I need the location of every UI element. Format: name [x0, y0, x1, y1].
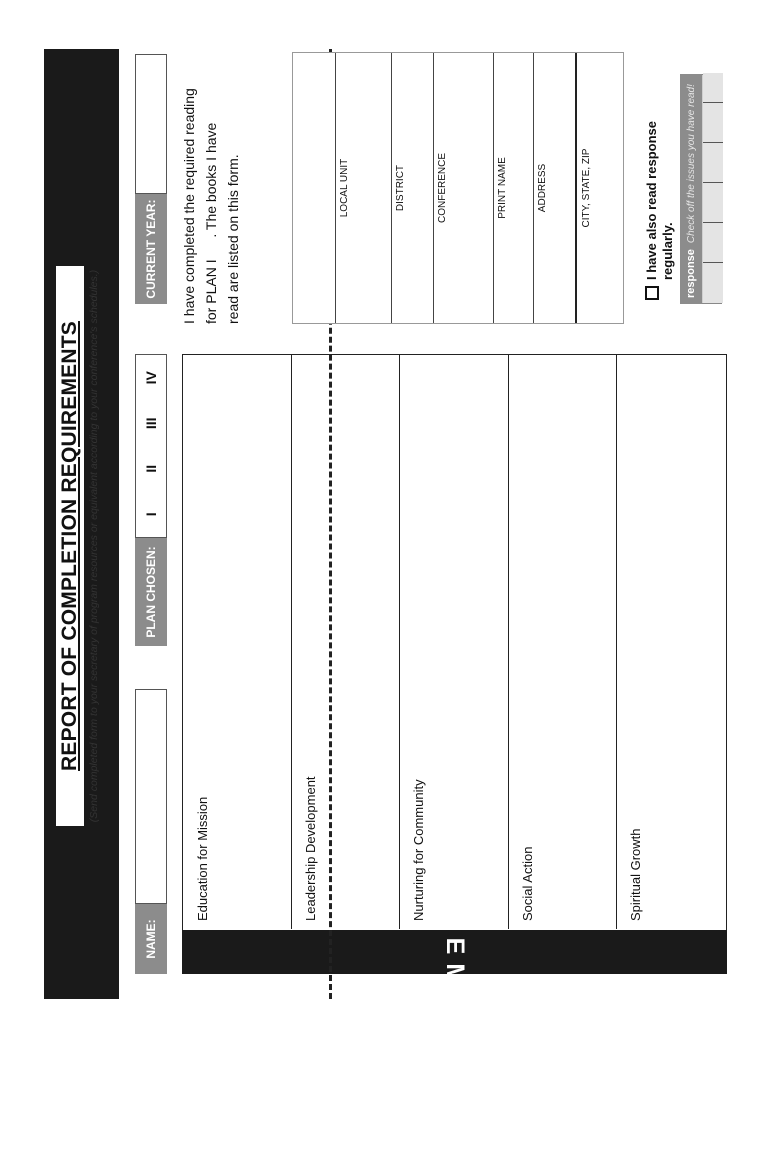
address-label: ADDRESS	[537, 163, 548, 213]
emphasis-row[interactable]	[616, 355, 726, 929]
plan-option-2[interactable]: II	[143, 464, 159, 473]
issue-cell[interactable]	[703, 102, 723, 143]
emphasis-row[interactable]	[291, 355, 400, 929]
issue-cell[interactable]	[703, 263, 723, 303]
name-label: NAME:	[135, 904, 167, 974]
conference-line[interactable]	[433, 53, 434, 323]
statement-plan-text: for PLAN I	[203, 259, 219, 324]
response-hint: Check off the issues you have read!	[685, 84, 697, 244]
issue-cell[interactable]	[703, 182, 723, 223]
completion-statement	[178, 52, 244, 324]
district-label: DISTRICT	[395, 164, 406, 212]
city-state-zip-label: CITY, STATE, ZIP	[581, 148, 592, 228]
city-state-zip-line[interactable]	[575, 53, 577, 323]
also-read-suffix: regularly.	[660, 222, 675, 280]
plan-chosen-label: PLAN CHOSEN:	[135, 538, 167, 646]
local-unit-line[interactable]	[335, 53, 336, 323]
mission-emphases-title: MISSION EMPHASES	[441, 753, 469, 1150]
signature-box	[292, 52, 624, 324]
response-checkbox[interactable]	[645, 286, 659, 300]
current-year-label: CURRENT YEAR:	[135, 194, 167, 304]
emphasis-label: Leadership Development	[303, 776, 318, 921]
form-title: REPORT OF COMPLETION REQUIREMENTS	[56, 266, 84, 826]
issue-cell[interactable]	[703, 73, 723, 103]
address-line[interactable]	[533, 53, 534, 323]
plan-options	[135, 354, 167, 538]
issue-cell[interactable]	[703, 142, 723, 183]
statement-line-1: I have completed the required reading	[181, 88, 197, 324]
also-read-text	[644, 60, 676, 280]
district-line[interactable]	[391, 53, 392, 323]
statement-line-2	[200, 52, 222, 324]
print-name-label: PRINT NAME	[497, 157, 508, 219]
response-title: response	[685, 249, 697, 298]
emphasis-label: Education for Mission	[195, 796, 210, 921]
also-read-bold: response	[644, 121, 659, 179]
response-label-bar	[680, 74, 702, 304]
print-name-line[interactable]	[493, 53, 494, 323]
issue-cell[interactable]	[703, 222, 723, 263]
emphasis-row[interactable]	[508, 355, 617, 929]
form-subtitle: (Send completed form to your secretary of program resources or equivalent according to your conference's schedules.)	[88, 269, 100, 823]
also-read-prefix: I have also read	[644, 178, 659, 280]
local-unit-label: LOCAL UNIT	[339, 158, 350, 218]
emphasis-label: Nurturing for Community	[411, 779, 426, 921]
statement-books-text: . The books I have	[203, 122, 219, 238]
name-field[interactable]	[135, 689, 167, 904]
emphasis-label: Social Action	[520, 846, 535, 921]
statement-line-3: read are listed on this form.	[225, 154, 241, 324]
current-year-field[interactable]	[135, 54, 167, 194]
emphasis-label: Spiritual Growth	[628, 828, 643, 921]
conference-label: CONFERENCE	[437, 153, 448, 224]
plan-option-3[interactable]: III	[143, 417, 159, 430]
emphasis-row[interactable]	[183, 355, 292, 929]
plan-option-4[interactable]: IV	[143, 371, 159, 385]
plan-option-1[interactable]: I	[143, 512, 159, 517]
